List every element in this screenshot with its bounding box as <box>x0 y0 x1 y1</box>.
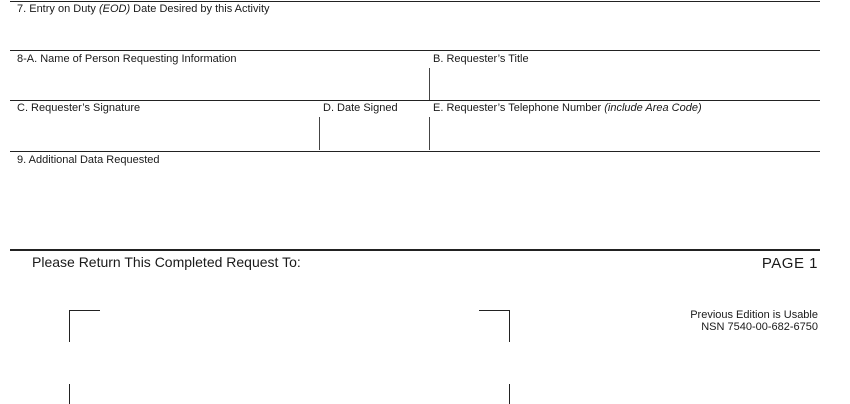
col-divider-8d <box>319 117 320 150</box>
field-8b-label: B. Requester’s Title <box>433 53 529 65</box>
address-corner-top-left-v <box>69 310 70 342</box>
address-corner-top-right-v <box>509 310 510 342</box>
col-divider-8b <box>429 68 430 100</box>
requester-title-field[interactable] <box>433 67 818 99</box>
field-8c-label: C. Requester’s Signature <box>17 102 141 114</box>
nsn-number: NSN 7540-00-682-6750 <box>701 321 818 333</box>
additional-data-field[interactable] <box>17 168 817 246</box>
row-8a-divider <box>10 50 820 51</box>
return-heading: Please Return This Completed Request To: <box>32 254 301 270</box>
top-border <box>10 1 820 2</box>
return-address-field[interactable] <box>74 314 504 400</box>
col-divider-8e <box>429 117 430 150</box>
requester-telephone-field[interactable] <box>433 116 818 150</box>
field-7-label: 7. Entry on Duty (EOD) Date Desired by this Activity <box>17 3 270 15</box>
address-corner-top-left-h <box>69 310 100 311</box>
row-8c-divider <box>10 100 820 101</box>
previous-edition-note: Previous Edition is Usable <box>690 309 818 321</box>
field-8d-label: D. Date Signed <box>323 102 398 114</box>
return-section-rule <box>10 249 820 251</box>
field-8a-label: 8-A. Name of Person Requesting Information <box>17 53 237 65</box>
page-number: PAGE 1 <box>761 255 818 272</box>
address-corner-bottom-right-v <box>509 384 510 404</box>
field-8e-label: E. Requester’s Telephone Number (include Area Code) <box>433 102 702 114</box>
requester-name-field[interactable] <box>17 67 422 99</box>
eod-date-field[interactable] <box>17 18 817 48</box>
field-9-label: 9. Additional Data Requested <box>17 154 160 166</box>
address-corner-bottom-left-v <box>69 384 70 404</box>
date-signed-field[interactable] <box>323 116 423 150</box>
requester-signature-field[interactable] <box>17 116 313 150</box>
row-9-divider <box>10 151 820 152</box>
address-corner-top-right-h <box>479 310 510 311</box>
